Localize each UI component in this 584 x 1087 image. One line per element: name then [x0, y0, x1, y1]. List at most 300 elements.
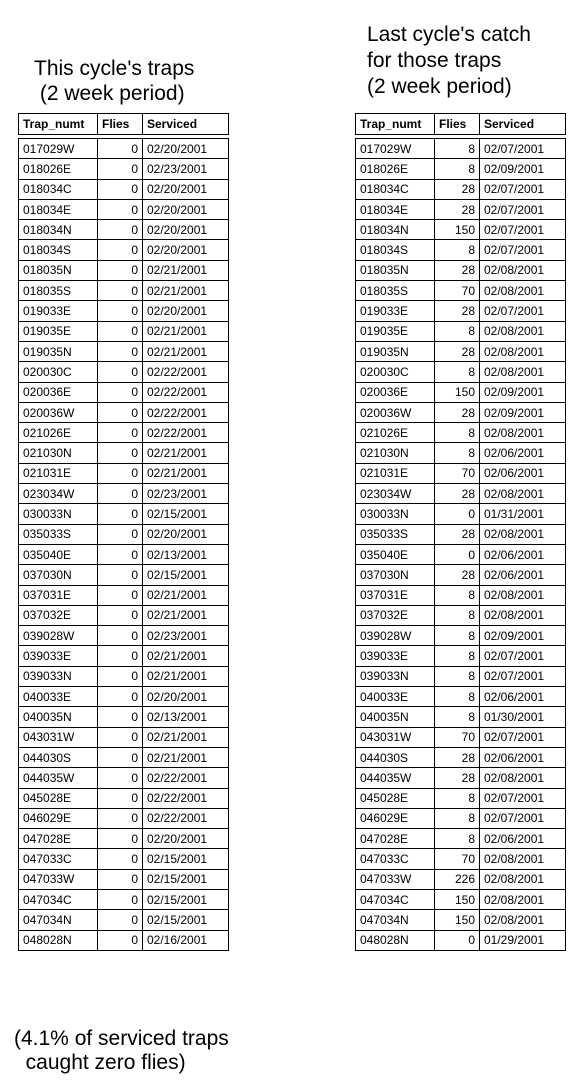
serviced-cell: 02/07/2001 — [480, 301, 566, 321]
right-table-row — [356, 382, 566, 402]
serviced-cell: 02/07/2001 — [480, 808, 566, 828]
trap-cell: 021030N — [19, 443, 98, 463]
flies-cell: 226 — [435, 869, 480, 889]
serviced-cell: 02/21/2001 — [143, 321, 229, 341]
left-table-row — [19, 362, 229, 382]
serviced-cell: 02/08/2001 — [480, 889, 566, 909]
trap-cell: 020036E — [356, 382, 435, 402]
left-table-row — [19, 341, 229, 361]
serviced-cell: 02/08/2001 — [480, 423, 566, 443]
flies-cell: 28 — [435, 341, 480, 361]
flies-cell: 0 — [98, 260, 143, 280]
serviced-cell: 02/09/2001 — [480, 626, 566, 646]
flies-cell: 0 — [98, 666, 143, 686]
trap-cell: 018026E — [19, 159, 98, 179]
serviced-cell: 02/22/2001 — [143, 402, 229, 422]
left-table-row — [19, 666, 229, 686]
right-table-row — [356, 260, 566, 280]
right-table-row — [356, 341, 566, 361]
right-header-table — [355, 113, 566, 135]
flies-cell: 0 — [98, 443, 143, 463]
flies-cell: 0 — [98, 626, 143, 646]
flies-cell: 28 — [435, 484, 480, 504]
left-header-table — [18, 113, 229, 135]
serviced-cell: 02/08/2001 — [480, 605, 566, 625]
left-table-row — [19, 910, 229, 930]
serviced-cell: 02/15/2001 — [143, 889, 229, 909]
left-table-row — [19, 585, 229, 605]
serviced-cell: 02/08/2001 — [480, 484, 566, 504]
flies-cell: 0 — [98, 159, 143, 179]
left-table-row — [19, 179, 229, 199]
flies-cell: 0 — [98, 910, 143, 930]
left-table-row — [19, 240, 229, 260]
right-heading-line1: Last cycle's catch — [367, 23, 531, 46]
serviced-cell: 02/07/2001 — [480, 220, 566, 240]
right-table-row — [356, 484, 566, 504]
serviced-cell: 02/23/2001 — [143, 626, 229, 646]
serviced-cell: 02/23/2001 — [143, 484, 229, 504]
trap-cell: 018034S — [356, 240, 435, 260]
serviced-cell: 02/06/2001 — [480, 544, 566, 564]
trap-cell: 020036E — [19, 382, 98, 402]
trap-cell: 037031E — [356, 585, 435, 605]
flies-cell: 8 — [435, 666, 480, 686]
flies-cell: 70 — [435, 849, 480, 869]
serviced-cell: 02/22/2001 — [143, 423, 229, 443]
flies-cell: 8 — [435, 605, 480, 625]
serviced-cell: 02/06/2001 — [480, 747, 566, 767]
serviced-cell: 02/23/2001 — [143, 159, 229, 179]
serviced-cell: 02/21/2001 — [143, 281, 229, 301]
trap-cell: 018035S — [19, 281, 98, 301]
serviced-cell: 02/06/2001 — [480, 463, 566, 483]
flies-cell: 8 — [435, 687, 480, 707]
serviced-cell: 02/21/2001 — [143, 443, 229, 463]
trap-cell: 037030N — [19, 565, 98, 585]
left-header-trap: Trap_numt — [19, 114, 98, 135]
flies-cell: 0 — [98, 301, 143, 321]
serviced-cell: 02/21/2001 — [143, 605, 229, 625]
left-table-row — [19, 301, 229, 321]
serviced-cell: 02/06/2001 — [480, 443, 566, 463]
flies-cell: 150 — [435, 382, 480, 402]
flies-cell: 8 — [435, 646, 480, 666]
trap-cell: 023034W — [356, 484, 435, 504]
flies-cell: 8 — [435, 139, 480, 159]
flies-cell: 0 — [98, 544, 143, 564]
trap-cell: 035033S — [19, 524, 98, 544]
trap-cell: 047033C — [356, 849, 435, 869]
serviced-cell: 02/22/2001 — [143, 808, 229, 828]
flies-cell: 28 — [435, 199, 480, 219]
right-data-table — [355, 138, 566, 951]
right-heading-line3: (2 week period) — [367, 75, 512, 98]
left-table-row — [19, 139, 229, 159]
left-table-row — [19, 382, 229, 402]
serviced-cell: 02/21/2001 — [143, 260, 229, 280]
trap-cell: 045028E — [356, 788, 435, 808]
flies-cell: 28 — [435, 768, 480, 788]
flies-cell: 8 — [435, 423, 480, 443]
trap-cell: 035040E — [19, 544, 98, 564]
flies-cell: 28 — [435, 565, 480, 585]
trap-cell: 019033E — [19, 301, 98, 321]
left-heading-line2: (2 week period) — [34, 82, 185, 105]
trap-cell: 021026E — [356, 423, 435, 443]
right-table-row — [356, 402, 566, 422]
flies-cell: 0 — [98, 808, 143, 828]
trap-cell: 047034N — [356, 910, 435, 930]
serviced-cell: 02/20/2001 — [143, 524, 229, 544]
right-table-row — [356, 626, 566, 646]
serviced-cell: 02/08/2001 — [480, 768, 566, 788]
flies-cell: 0 — [98, 382, 143, 402]
serviced-cell: 02/21/2001 — [143, 747, 229, 767]
right-table-row — [356, 687, 566, 707]
trap-cell: 047033C — [19, 849, 98, 869]
left-table-row — [19, 768, 229, 788]
flies-cell: 28 — [435, 747, 480, 767]
flies-cell: 0 — [98, 687, 143, 707]
trap-cell: 018034E — [19, 199, 98, 219]
flies-cell: 8 — [435, 240, 480, 260]
right-table-row — [356, 727, 566, 747]
serviced-cell: 02/15/2001 — [143, 504, 229, 524]
serviced-cell: 02/22/2001 — [143, 362, 229, 382]
right-table-row — [356, 910, 566, 930]
trap-cell: 039028W — [356, 626, 435, 646]
serviced-cell: 02/13/2001 — [143, 707, 229, 727]
left-table-row — [19, 626, 229, 646]
serviced-cell: 02/07/2001 — [480, 646, 566, 666]
serviced-cell: 02/09/2001 — [480, 382, 566, 402]
trap-cell: 047033W — [356, 869, 435, 889]
serviced-cell: 02/06/2001 — [480, 565, 566, 585]
trap-cell: 021026E — [19, 423, 98, 443]
serviced-cell: 01/29/2001 — [480, 930, 566, 950]
trap-cell: 018034N — [356, 220, 435, 240]
flies-cell: 70 — [435, 281, 480, 301]
trap-cell: 039033N — [19, 666, 98, 686]
flies-cell: 8 — [435, 321, 480, 341]
flies-cell: 28 — [435, 179, 480, 199]
serviced-cell: 02/08/2001 — [480, 341, 566, 361]
flies-cell: 0 — [98, 768, 143, 788]
right-table-row — [356, 139, 566, 159]
left-table-row — [19, 159, 229, 179]
flies-cell: 28 — [435, 260, 480, 280]
left-table-row — [19, 463, 229, 483]
serviced-cell: 02/20/2001 — [143, 179, 229, 199]
serviced-cell: 02/15/2001 — [143, 869, 229, 889]
flies-cell: 0 — [98, 179, 143, 199]
left-table-row — [19, 484, 229, 504]
right-table-row — [356, 585, 566, 605]
trap-cell: 047034C — [19, 889, 98, 909]
trap-cell: 047034N — [19, 910, 98, 930]
serviced-cell: 02/06/2001 — [480, 829, 566, 849]
trap-cell: 037030N — [356, 565, 435, 585]
right-header-trap: Trap_numt — [356, 114, 435, 135]
trap-cell: 018034S — [19, 240, 98, 260]
serviced-cell: 02/21/2001 — [143, 585, 229, 605]
serviced-cell: 02/07/2001 — [480, 139, 566, 159]
serviced-cell: 02/08/2001 — [480, 281, 566, 301]
trap-cell: 037032E — [19, 605, 98, 625]
left-table-row — [19, 869, 229, 889]
serviced-cell: 02/08/2001 — [480, 524, 566, 544]
right-table-row — [356, 768, 566, 788]
serviced-cell: 02/08/2001 — [480, 910, 566, 930]
right-table-row — [356, 747, 566, 767]
trap-cell: 018035S — [356, 281, 435, 301]
trap-cell: 047028E — [356, 829, 435, 849]
flies-cell: 0 — [98, 484, 143, 504]
serviced-cell: 02/20/2001 — [143, 240, 229, 260]
serviced-cell: 02/22/2001 — [143, 382, 229, 402]
trap-cell: 019035N — [356, 341, 435, 361]
flies-cell: 8 — [435, 788, 480, 808]
serviced-cell: 02/09/2001 — [480, 159, 566, 179]
left-table-row — [19, 281, 229, 301]
left-table-row — [19, 260, 229, 280]
right-table-row — [356, 605, 566, 625]
right-table-row — [356, 524, 566, 544]
flies-cell: 0 — [98, 889, 143, 909]
right-table-row — [356, 707, 566, 727]
trap-cell: 044035W — [19, 768, 98, 788]
flies-cell: 0 — [98, 605, 143, 625]
left-table-row — [19, 402, 229, 422]
left-table-row — [19, 829, 229, 849]
flies-cell: 8 — [435, 808, 480, 828]
flies-cell: 28 — [435, 524, 480, 544]
right-table-row — [356, 565, 566, 585]
serviced-cell: 02/08/2001 — [480, 849, 566, 869]
flies-cell: 0 — [98, 463, 143, 483]
flies-cell: 0 — [98, 788, 143, 808]
serviced-cell: 02/22/2001 — [143, 788, 229, 808]
serviced-cell: 02/07/2001 — [480, 666, 566, 686]
flies-cell: 0 — [435, 930, 480, 950]
footer-line2: caught zero flies) — [14, 1051, 186, 1074]
left-table-row — [19, 199, 229, 219]
trap-cell: 043031W — [19, 727, 98, 747]
trap-cell: 039033E — [356, 646, 435, 666]
trap-cell: 021031E — [19, 463, 98, 483]
right-table-row — [356, 869, 566, 889]
serviced-cell: 02/21/2001 — [143, 646, 229, 666]
right-table-row — [356, 889, 566, 909]
left-table-row — [19, 605, 229, 625]
flies-cell: 8 — [435, 362, 480, 382]
trap-cell: 046029E — [19, 808, 98, 828]
serviced-cell: 02/20/2001 — [143, 220, 229, 240]
flies-cell: 8 — [435, 159, 480, 179]
serviced-cell: 02/20/2001 — [143, 139, 229, 159]
flies-cell: 8 — [435, 707, 480, 727]
left-table-row — [19, 930, 229, 950]
serviced-cell: 02/20/2001 — [143, 199, 229, 219]
trap-cell: 030033N — [19, 504, 98, 524]
trap-cell: 046029E — [356, 808, 435, 828]
flies-cell: 0 — [435, 544, 480, 564]
right-table-row — [356, 666, 566, 686]
flies-cell: 150 — [435, 910, 480, 930]
serviced-cell: 02/21/2001 — [143, 666, 229, 686]
flies-cell: 0 — [435, 504, 480, 524]
trap-cell: 018035N — [356, 260, 435, 280]
flies-cell: 28 — [435, 402, 480, 422]
serviced-cell: 02/08/2001 — [480, 260, 566, 280]
right-table-row — [356, 544, 566, 564]
right-header-serviced: Serviced — [480, 114, 566, 135]
right-table-row — [356, 423, 566, 443]
serviced-cell: 01/31/2001 — [480, 504, 566, 524]
right-table-row — [356, 220, 566, 240]
serviced-cell: 02/16/2001 — [143, 930, 229, 950]
trap-cell: 018034N — [19, 220, 98, 240]
left-header-flies: Flies — [98, 114, 143, 135]
flies-cell: 0 — [98, 362, 143, 382]
flies-cell: 0 — [98, 402, 143, 422]
trap-cell: 018034E — [356, 199, 435, 219]
flies-cell: 0 — [98, 646, 143, 666]
serviced-cell: 02/15/2001 — [143, 910, 229, 930]
left-table-row — [19, 889, 229, 909]
left-table-row — [19, 747, 229, 767]
right-table-row — [356, 240, 566, 260]
flies-cell: 0 — [98, 524, 143, 544]
trap-cell: 047033W — [19, 869, 98, 889]
serviced-cell: 02/15/2001 — [143, 849, 229, 869]
trap-cell: 043031W — [356, 727, 435, 747]
flies-cell: 0 — [98, 849, 143, 869]
right-table-row — [356, 321, 566, 341]
trap-cell: 020036W — [19, 402, 98, 422]
trap-cell: 039033E — [19, 646, 98, 666]
serviced-cell: 02/15/2001 — [143, 565, 229, 585]
flies-cell: 8 — [435, 585, 480, 605]
serviced-cell: 02/21/2001 — [143, 727, 229, 747]
flies-cell: 0 — [98, 747, 143, 767]
trap-cell: 019035E — [19, 321, 98, 341]
trap-cell: 020030C — [356, 362, 435, 382]
left-table-row — [19, 727, 229, 747]
trap-cell: 017029W — [19, 139, 98, 159]
trap-cell: 040035N — [356, 707, 435, 727]
serviced-cell: 02/07/2001 — [480, 788, 566, 808]
left-table-row — [19, 321, 229, 341]
trap-cell: 040033E — [19, 687, 98, 707]
serviced-cell: 02/20/2001 — [143, 829, 229, 849]
right-table-row — [356, 443, 566, 463]
trap-cell: 044030S — [19, 747, 98, 767]
flies-cell: 150 — [435, 220, 480, 240]
trap-cell: 018035N — [19, 260, 98, 280]
left-table-row — [19, 565, 229, 585]
serviced-cell: 02/07/2001 — [480, 727, 566, 747]
right-table-row — [356, 301, 566, 321]
trap-cell: 019035E — [356, 321, 435, 341]
flies-cell: 70 — [435, 463, 480, 483]
trap-cell: 040035N — [19, 707, 98, 727]
trap-cell: 021031E — [356, 463, 435, 483]
flies-cell: 0 — [98, 565, 143, 585]
left-table-row — [19, 788, 229, 808]
trap-cell: 047028E — [19, 829, 98, 849]
flies-cell: 0 — [98, 504, 143, 524]
trap-cell: 018034C — [356, 179, 435, 199]
right-header-flies: Flies — [435, 114, 480, 135]
left-table-row — [19, 544, 229, 564]
right-table-row — [356, 159, 566, 179]
right-table-row — [356, 829, 566, 849]
flies-cell: 70 — [435, 727, 480, 747]
right-table-row — [356, 808, 566, 828]
serviced-cell: 02/07/2001 — [480, 240, 566, 260]
trap-cell: 018034C — [19, 179, 98, 199]
serviced-cell: 02/13/2001 — [143, 544, 229, 564]
trap-cell: 030033N — [356, 504, 435, 524]
left-heading-line1: This cycle's traps — [34, 57, 195, 80]
left-table-row — [19, 707, 229, 727]
flies-cell: 0 — [98, 139, 143, 159]
flies-cell: 0 — [98, 199, 143, 219]
trap-cell: 037032E — [356, 605, 435, 625]
left-header-serviced: Serviced — [143, 114, 229, 135]
flies-cell: 0 — [98, 341, 143, 361]
flies-cell: 0 — [98, 240, 143, 260]
trap-cell: 019035N — [19, 341, 98, 361]
flies-cell: 0 — [98, 220, 143, 240]
trap-cell: 019033E — [356, 301, 435, 321]
flies-cell: 8 — [435, 829, 480, 849]
serviced-cell: 02/09/2001 — [480, 402, 566, 422]
flies-cell: 0 — [98, 423, 143, 443]
trap-cell: 044030S — [356, 747, 435, 767]
trap-cell: 048028N — [19, 930, 98, 950]
left-table-row — [19, 808, 229, 828]
serviced-cell: 02/22/2001 — [143, 768, 229, 788]
serviced-cell: 02/06/2001 — [480, 687, 566, 707]
flies-cell: 8 — [435, 626, 480, 646]
flies-cell: 28 — [435, 301, 480, 321]
footer-line1: (4.1% of serviced traps — [14, 1027, 229, 1050]
left-table-row — [19, 849, 229, 869]
trap-cell: 039028W — [19, 626, 98, 646]
flies-cell: 0 — [98, 930, 143, 950]
trap-cell: 044035W — [356, 768, 435, 788]
trap-cell: 017029W — [356, 139, 435, 159]
flies-cell: 0 — [98, 869, 143, 889]
flies-cell: 8 — [435, 443, 480, 463]
left-table-row — [19, 443, 229, 463]
serviced-cell: 02/08/2001 — [480, 321, 566, 341]
left-table-row — [19, 423, 229, 443]
left-data-table — [18, 138, 229, 951]
serviced-cell: 02/08/2001 — [480, 362, 566, 382]
left-table-row — [19, 524, 229, 544]
right-table-row — [356, 281, 566, 301]
right-table-row — [356, 930, 566, 950]
right-table-row — [356, 179, 566, 199]
serviced-cell: 01/30/2001 — [480, 707, 566, 727]
left-table-row — [19, 504, 229, 524]
serviced-cell: 02/21/2001 — [143, 463, 229, 483]
serviced-cell: 02/07/2001 — [480, 199, 566, 219]
